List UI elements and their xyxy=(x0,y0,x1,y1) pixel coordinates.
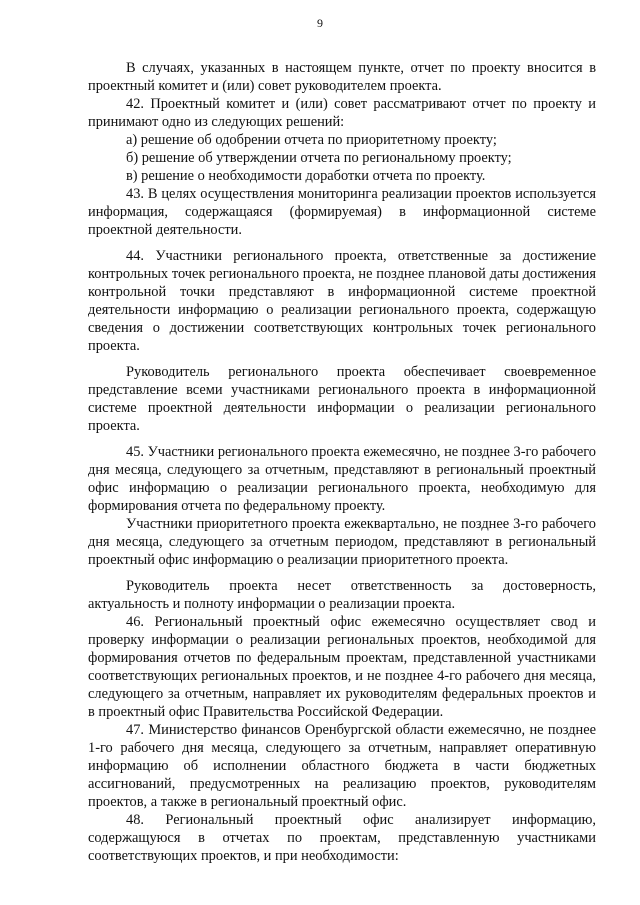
paragraph: 44. Участники регионального проекта, ответственные за достижение контрольных точек регионального проекта, не позднее плановой даты достижения контрольной точки представляют в информационной системе проектной деятельности информацию о реализации регионального проекта, содержащую сведения о достижении соответствующих контрольных точек регионального проекта. xyxy=(88,248,596,354)
list-item: б) решение об утверждении отчета по региональному проекту; xyxy=(126,150,512,166)
paragraph: 43. В целях осуществления мониторинга реализации проектов используется информация, содержащаяся (формируемая) в информационной системе проектной деятельности. xyxy=(88,186,596,238)
document-body xyxy=(88,59,596,865)
paragraph: Руководитель проекта несет ответственность за достоверность, актуальность и полноту информации о реализации проекта. xyxy=(88,578,596,612)
paragraph: Участники приоритетного проекта ежеквартально, не позднее 3-го рабочего дня месяца, следующего за отчетным периодом, представляют в региональный проектный офис информацию о реализации приоритетного проекта. xyxy=(88,516,596,568)
paragraph: 46. Региональный проектный офис ежемесячно осуществляет свод и проверку информации о реализации региональных проектов, необходимой для формирования отчетов по федеральным проектам, представленной участниками соответствующих региональных проектов, и не позднее 4-го рабочего дня месяца, следующего за отчетным, направляет их руководителям федеральных проектов и в проектный офис Правительства Российской Федерации. xyxy=(88,614,596,720)
paragraph: 48. Региональный проектный офис анализирует информацию, содержащуюся в отчетах по проектам, представленную участниками соответствующих проектов, и при необходимости: xyxy=(88,812,596,864)
paragraph: 45. Участники регионального проекта ежемесячно, не позднее 3-го рабочего дня месяца, следующего за отчетным, представляют в региональный проектный офис информацию о реализации регионального проекта, необходимую для формирования отчета по федеральному проекту. xyxy=(88,444,596,514)
list-item: а) решение об одобрении отчета по приоритетному проекту; xyxy=(126,132,497,148)
list-item: в) решение о необходимости доработки отчета по проекту. xyxy=(126,168,486,184)
page-number: 9 xyxy=(317,16,323,30)
paragraph: 47. Министерство финансов Оренбургской области ежемесячно, не позднее 1-го рабочего дня месяца, следующего за отчетным, направляет оперативную информацию об исполнении областного бюджета в части бюджетных ассигнований, предусмотренных на реализацию проектов, руководителям проектов, а также в региональный проектный офис. xyxy=(88,722,596,810)
paragraph: 42. Проектный комитет и (или) совет рассматривают отчет по проекту и принимают одно из следующих решений: xyxy=(88,96,596,130)
paragraph: Руководитель регионального проекта обеспечивает своевременное представление всеми участниками регионального проекта в информационной системе проектной деятельности информации о реализации регионального проекта. xyxy=(88,364,596,434)
paragraph: В случаях, указанных в настоящем пункте, отчет по проекту вносится в проектный комитет и (или) совет руководителем проекта. xyxy=(88,60,596,94)
